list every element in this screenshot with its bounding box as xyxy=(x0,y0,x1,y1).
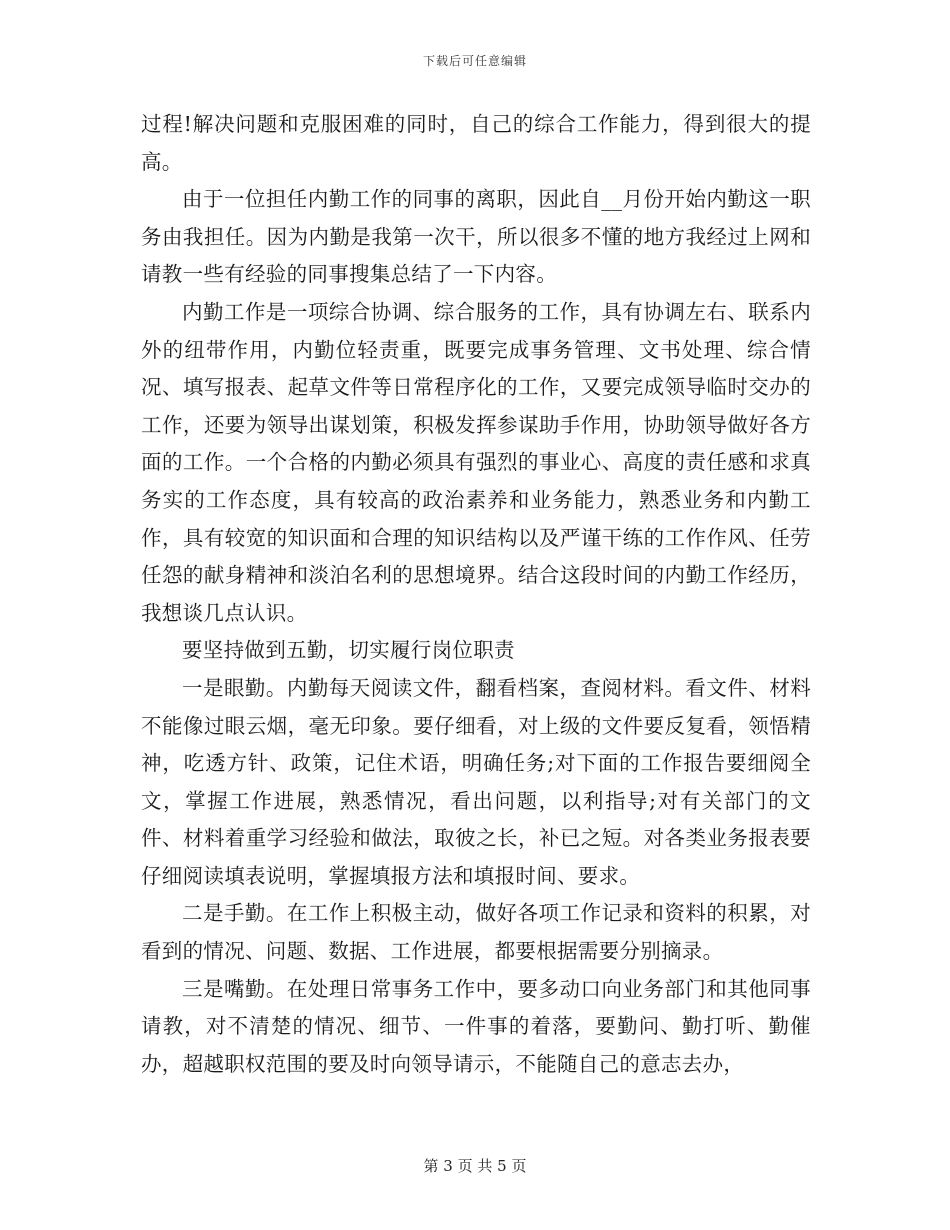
paragraph: 二是手勤。在工作上积极主动，做好各项工作记录和资料的积累，对看到的情况、问题、数据、工作进展，都要根据需要分别摘录。 xyxy=(141,901,811,964)
section-heading: 要坚持做到五勤，切实履行岗位职责 xyxy=(182,638,515,663)
page-number: 第 3 页 共 5 页 xyxy=(423,1157,527,1175)
paragraph: 内勤工作是一项综合协调、综合服务的工作，具有协调左右、联系内外的纽带作用，内勤位轻责重，既要完成事务管理、文书处理、综合情况、填写报表、起草文件等日常程序化的工作，又要完成领导临时交办的工作，还要为领导出谋划策，积极发挥参谋助手作用，协助领导做好各方面的工作。一个合格的内勤必须具有强烈的事业心、高度的责任感和求真务实的工作态度，具有较高的政治素养和业务能力，熟悉业务和内勤工作，具有较宽的知识面和合理的知识结构以及严谨干练的工作作风、任劳任怨的献身精神和淡泊名利的思想境界。结合这段时间的内勤工作经历，我想谈几点认识。 xyxy=(141,299,811,625)
paragraph: 一是眼勤。内勤每天阅读文件，翻看档案，查阅材料。看文件、材料不能像过眼云烟，毫无印象。要仔细看，对上级的文件要反复看，领悟精神，吃透方针、政策，记住术语，明确任务;对下面的工作报告要细阅全文，掌握工作进展，熟悉情况，看出问题，以利指导;对有关部门的文件、材料着重学习经验和做法，取彼之长，补已之短。对各类业务报表要仔细阅读填表说明，掌握填报方法和填报时间、要求。 xyxy=(141,675,811,888)
document-body xyxy=(141,106,811,1083)
paragraph: 三是嘴勤。在处理日常事务工作中，要多动口向业务部门和其他同事请教，对不清楚的情况、细节、一件事的着落，要勤问、勤打听、勤催办，超越职权范围的要及时向领导请示，不能随自己的意志去办， xyxy=(141,976,811,1076)
paragraph: 由于一位担任内勤工作的同事的离职，因此自__月份开始内勤这一职务由我担任。因为内勤是我第一次干，所以很多不懂的地方我经过上网和请教一些有经验的同事搜集总结了一下内容。 xyxy=(141,187,811,287)
paragraph: 过程!解决问题和克服困难的同时，自己的综合工作能力，得到很大的提高。 xyxy=(141,112,811,174)
page-header: 下载后可任意编辑 xyxy=(422,54,527,68)
